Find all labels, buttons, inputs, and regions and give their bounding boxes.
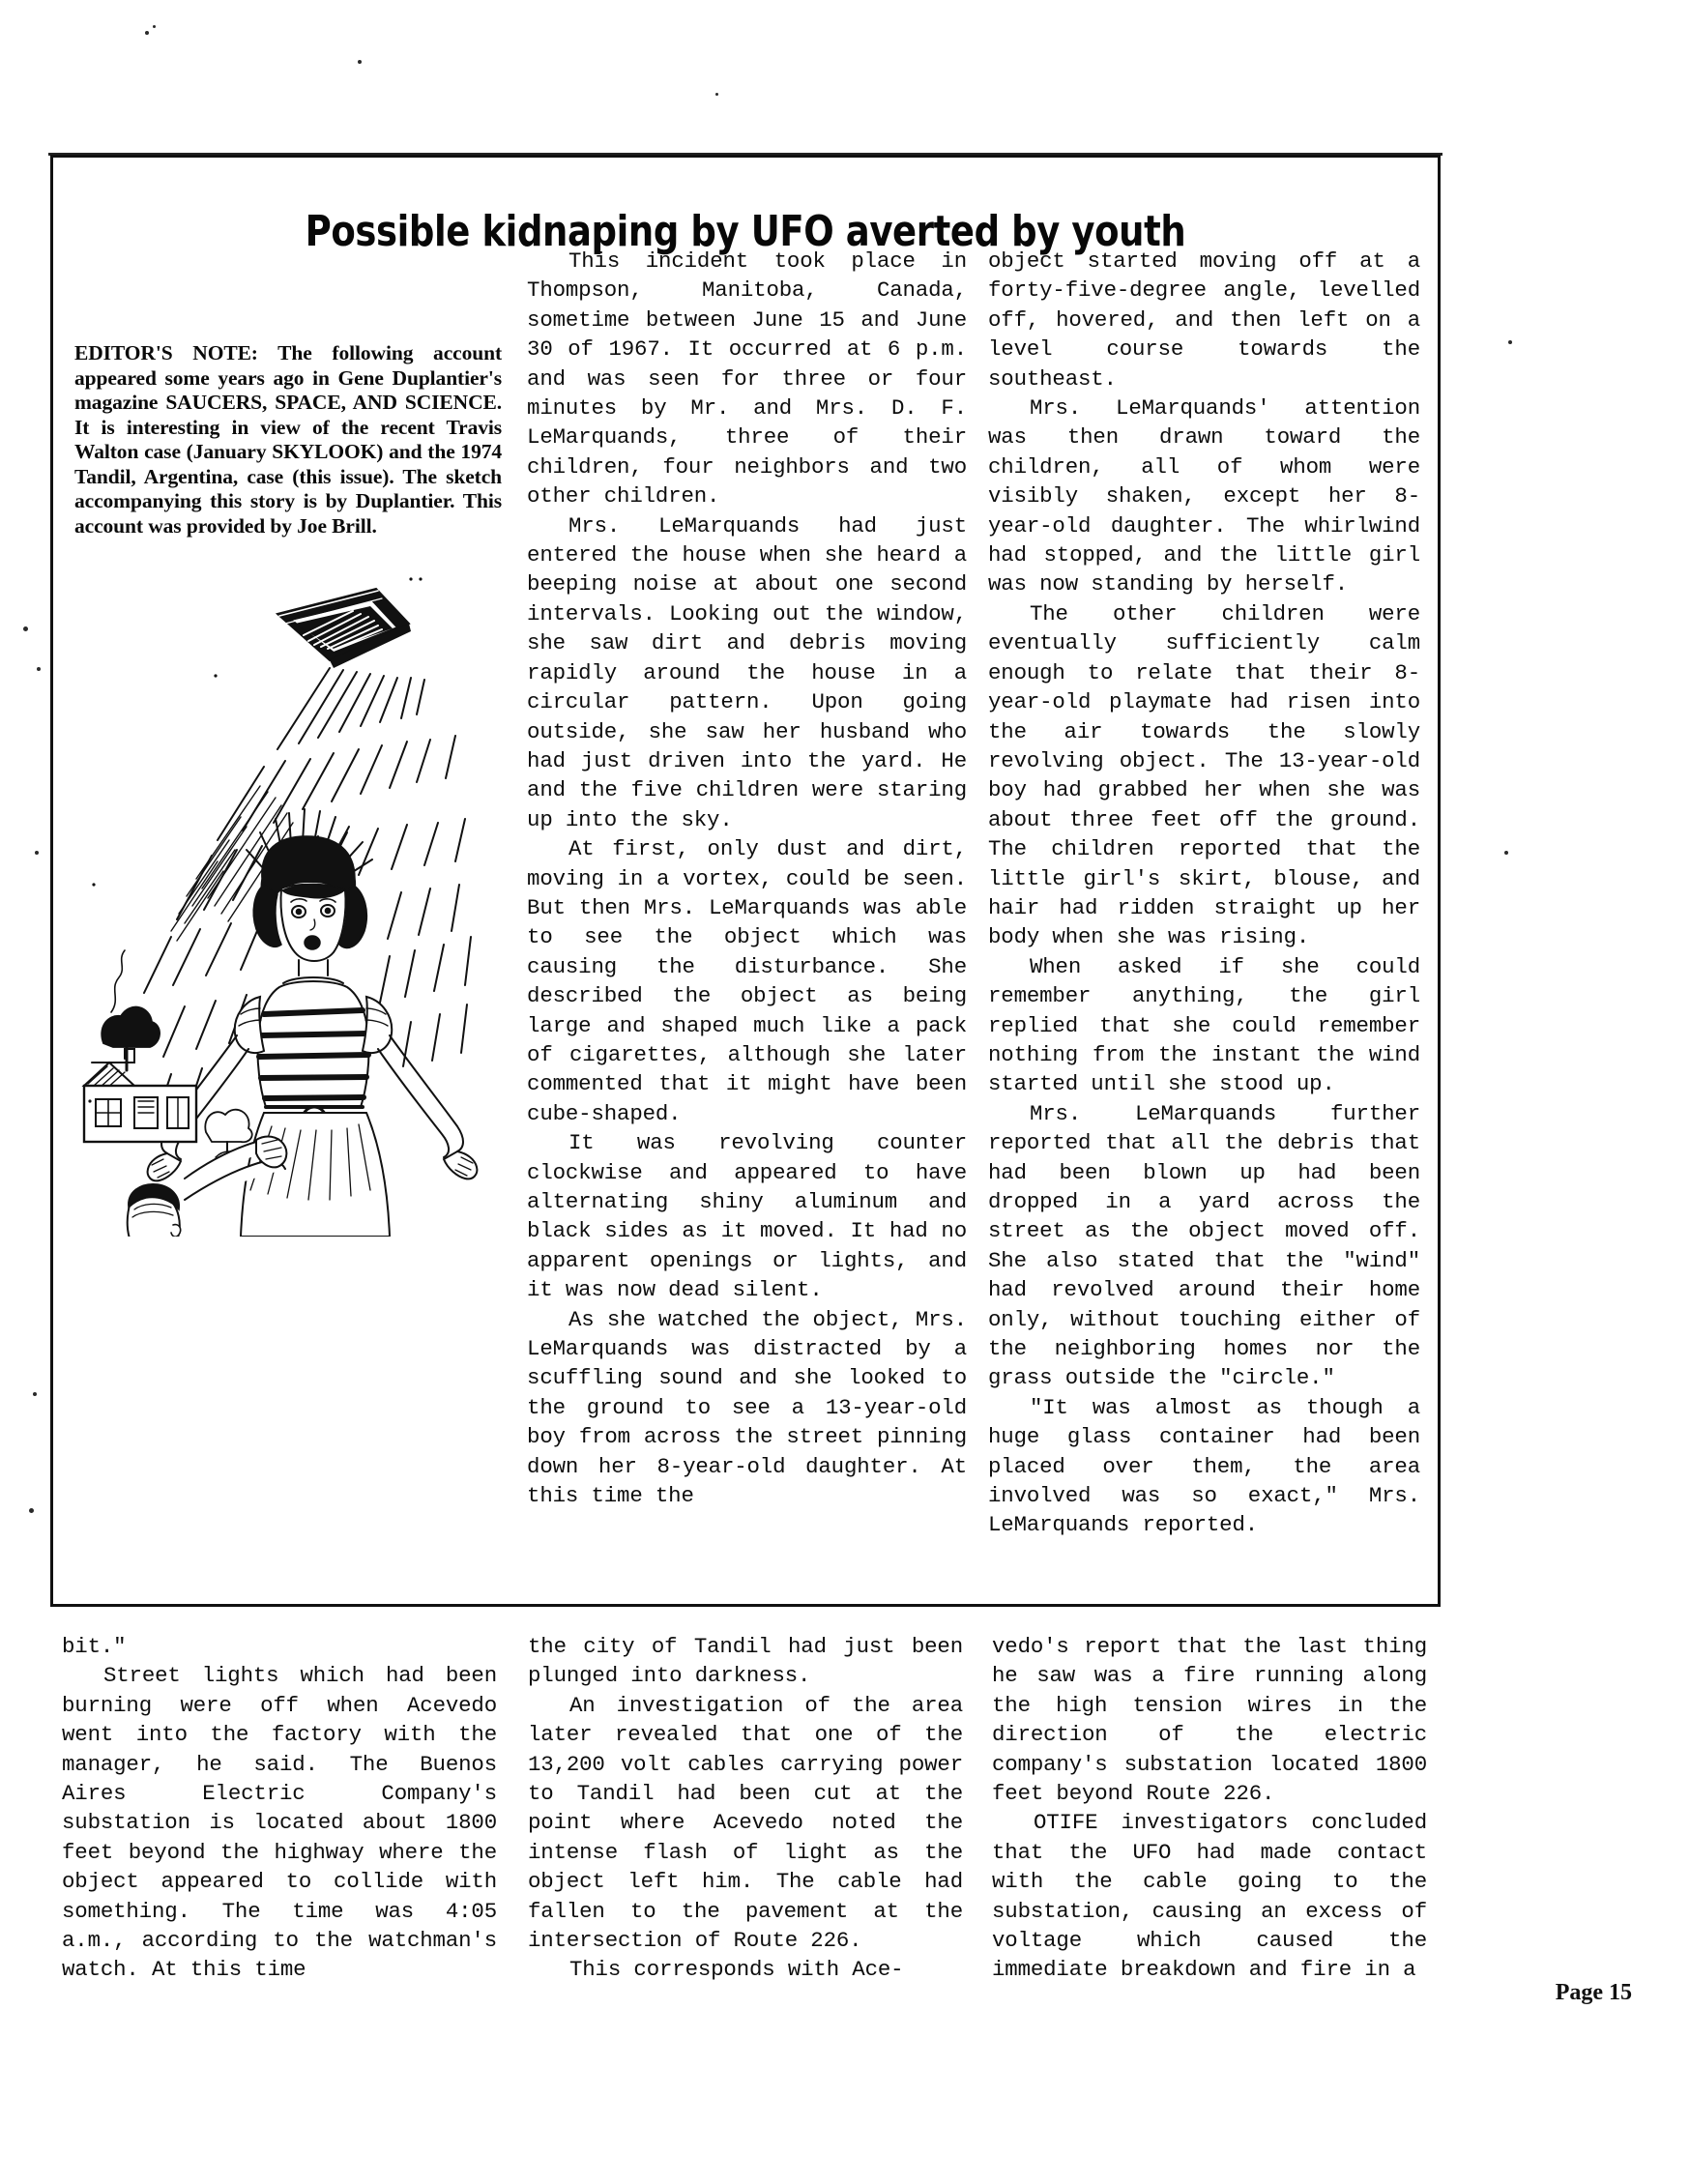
scan-speck xyxy=(37,667,41,671)
paragraph: As she watched the object, Mrs. LeMarquands was distracted by a scuffling sound and she looked to the ground to see a 13-year-old boy from across the street pinning down her 8-year-old daughter. At this time the xyxy=(527,1306,967,1509)
bottom-column-3 xyxy=(978,1632,1442,1985)
scan-speck xyxy=(715,93,718,96)
paragraph: the city of Tandil had just been plunged into darkness. xyxy=(528,1634,963,1689)
column-left xyxy=(53,247,515,1604)
scan-speck xyxy=(23,626,28,631)
paragraph: Mrs. LeMarquands further reported that all the debris that had been blown up had been dropped in a yard across the street as the object moved off. She also stated that the "wind" had revolved around their home only, without touching either of the neighboring homes nor the grass outside the "circle." xyxy=(988,1100,1420,1391)
scan-speck xyxy=(33,1392,37,1396)
scan-speck xyxy=(1508,340,1512,344)
paragraph: vedo's report that the last thing he saw was a fire running along the high tension wires in the direction of the electric company's substation located 1800 feet beyond Route 226. xyxy=(992,1634,1427,1807)
scan-speck xyxy=(1504,851,1508,855)
paragraph: This corresponds with Ace- xyxy=(568,1957,904,1983)
paragraph: "It was almost as though a huge glass container had been placed over them, the area involved was so exact," Mrs. LeMarquands reported. xyxy=(988,1394,1420,1538)
paragraph: Mrs. LeMarquands' attention was then drawn toward the children, all of whom were visibly shaken, except her 8-year-old daughter. The whirlwind had stopped, and the little girl was now standing by herself. xyxy=(988,395,1420,597)
paragraph: It was revolving counter clockwise and appeared to have alternating shiny aluminum and black sides as it moved. It had no apparent openings or lights, and it was now dead silent. xyxy=(527,1130,967,1303)
bottom-article xyxy=(50,1632,1442,1985)
page-title: Possible kidnaping by UFO averted by youth xyxy=(305,206,1186,256)
page-number: Page 15 xyxy=(1555,1980,1632,2005)
article-box xyxy=(50,155,1441,1607)
scan-speck xyxy=(145,31,149,35)
scan-speck xyxy=(29,1508,34,1513)
column-right xyxy=(976,247,1438,1604)
paragraph: bit." xyxy=(62,1634,127,1659)
house-and-trees xyxy=(84,950,252,1157)
paragraph: When asked if she could remember anything, the girl replied that she could remember nothing from the instant the wind started until she stood up. xyxy=(988,953,1420,1097)
scan-speck xyxy=(153,25,156,28)
bottom-column-1 xyxy=(50,1632,514,1985)
paragraph: An investigation of the area later revealed that one of the 13,200 volt cables carrying power to Tandil had been cut at the point where Acevedo noted the intense flash of light as the object left him. The cable had fallen to the pavement at the intersection of Route 226. xyxy=(528,1692,963,1954)
ufo-illustration xyxy=(71,560,486,1237)
bottom-column-2 xyxy=(514,1632,978,1985)
paragraph: This incident took place in Thompson, Manitoba, Canada, sometime between June 15 and June 30 of 1967. It occurred at 6 p.m. and was seen for three or four minutes by Mr. and Mrs. D. F. LeMarquands, three of their children, four neighbors and two other children. xyxy=(527,248,967,510)
ufo-lifting-girl-sketch xyxy=(71,560,486,1237)
paragraph: At first, only dust and dirt, moving in a vortex, could be seen. But then Mrs. LeMarquands was able to see the object which was causing the disturbance. She described the object as being large and shaped much like a pack of cigarettes, although she later commented that it might have been cube-shaped. xyxy=(527,836,967,1126)
editors-note: EDITOR'S NOTE: The following account appeared some years ago in Gene Duplantier's magazine SAUCERS, SPACE, AND SCIENCE. It is interesting in view of the recent Travis Walton case (January SKYLOOK) and the 1974 Tandil, Argentina, case (this issue). The sketch accompanying this story is by Duplantier. This account was provided by Joe Brill. xyxy=(74,341,503,538)
paragraph: Mrs. LeMarquands had just entered the house when she heard a beeping noise at about one second intervals. Looking out the window, she saw dirt and debris moving rapidly around the house in a circular pattern. Upon going outside, she saw her husband who had just driven into the yard. He and the five children were staring up into the sky. xyxy=(527,512,967,832)
scan-speck xyxy=(35,851,39,855)
paragraph: The other children were eventually sufficiently calm enough to relate that their 8-year-old playmate had risen into the air towards the slowly revolving object. The 13-year-old boy had grabbed her when she was about three feet off the ground. The children reported that the little girl's skirt, blouse, and hair had ridden straight up her body when she was rising. xyxy=(988,600,1420,950)
article-columns xyxy=(53,247,1438,1604)
paragraph: OTIFE investigators concluded that the UFO had made contact with the cable going to the substation, causing an excess of voltage which caused the immediate breakdown and fire in a xyxy=(992,1810,1427,1983)
paragraph: Street lights which had been burning were off when Acevedo went into the factory with the manager, he said. The Buenos Aires Electric Company's substation is located about 1800 feet beyond the highway where the object appeared to collide with something. The time was 4:05 a.m., according to the watchman's watch. At this time xyxy=(62,1663,497,1983)
column-middle xyxy=(515,247,976,1604)
paragraph: object started moving off at a forty-five-degree angle, levelled off, hovered, and then left on a level course towards the southeast. xyxy=(988,248,1420,392)
ufo-object xyxy=(277,589,411,668)
scan-speck xyxy=(358,60,362,64)
